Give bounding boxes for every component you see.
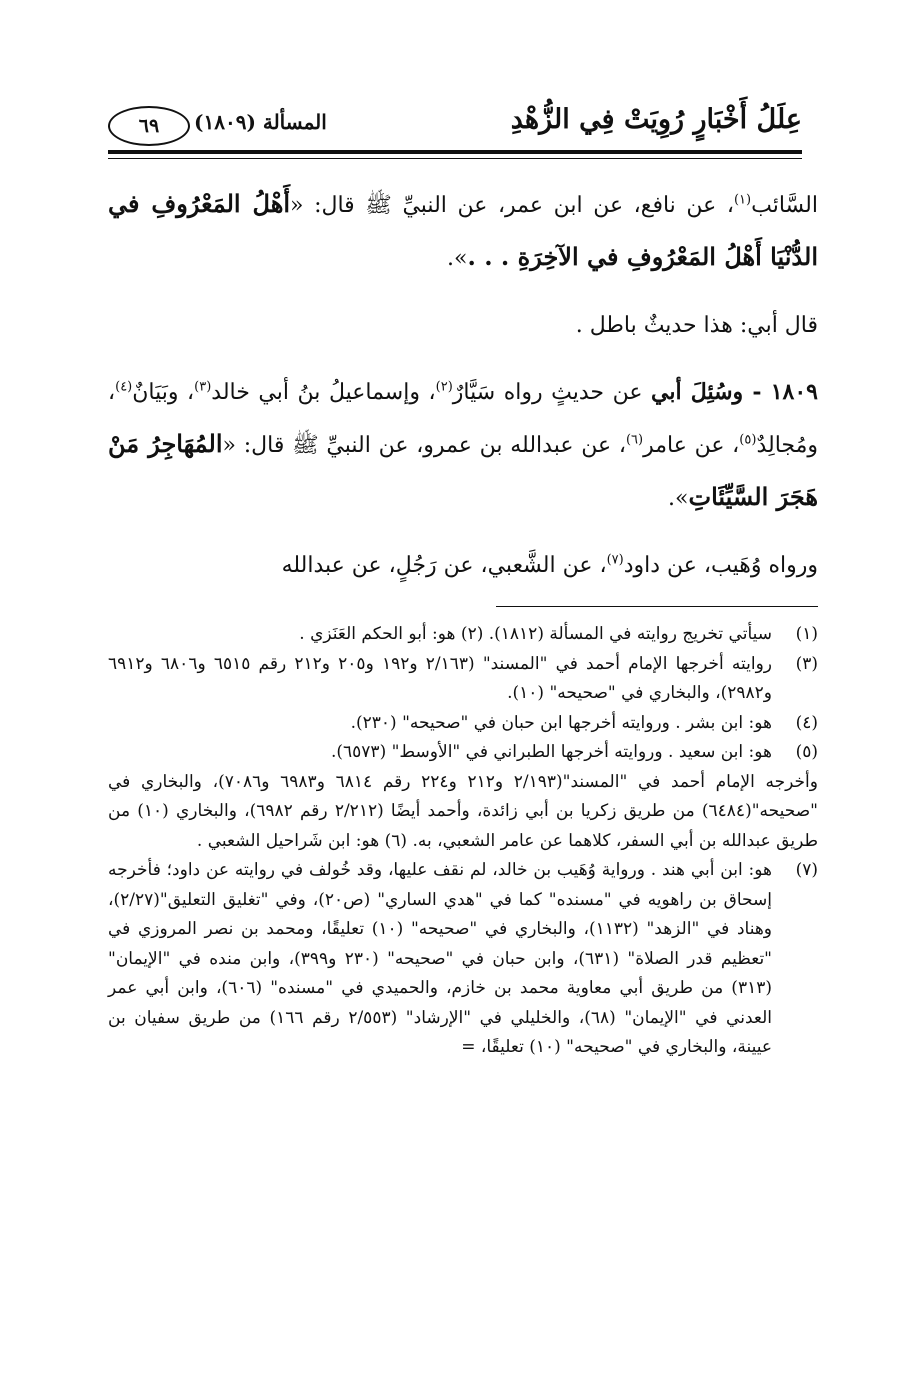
footnote-text: هو: ابن بشر . وروايته أخرجها ابن حبان في "صحيحه" (٢٣٠). (350, 712, 772, 733)
footnote-ref: (٣) (194, 379, 212, 395)
footnote-ref: (٦) (625, 432, 644, 448)
text-run: ، ومُجالِدٌ (108, 380, 819, 458)
footnote-ref: (٢) (435, 379, 453, 395)
footnote-number: (٥) (795, 742, 818, 762)
book-title: عِلَلُ أَخْبَارٍ رُوِيَتْ فِي الزُّهْدِ (510, 104, 802, 135)
issue-label: المسألة (١٨٠٩) (194, 110, 327, 134)
footnote-number: (١) (795, 624, 818, 644)
footnotes (108, 620, 818, 1063)
text-run: ». (668, 486, 689, 511)
footnote (108, 650, 818, 709)
text-run: ». (447, 246, 468, 271)
footnote (108, 738, 818, 768)
footnote-text: هو: ابن سعيد . وروايته أخرجها الطبراني في "الأوسط" (٦٥٧٣). (330, 742, 772, 762)
text-run: ، عن عبدالله بن عمرو، عن النبيِّ ﷺ قال: « (222, 433, 626, 458)
footnote-number: (٧) (795, 860, 818, 880)
footnote-number: (٤) (795, 712, 818, 733)
footnote-text: هو: ابن أبي هند . ورواية وُهَيب بن خالد، لم نقف عليها، وقد خُولف في روايته عن داود؛ فأخرجه إسحاق بن راهويه في "مسنده" كما في "هدي الساري" (ص٢٠)، وفي "تغليق التعليق"(٢/٢٧)، وهناد في "الزهد" (١١٣٢)، والبخاري في "صحيحه" (١٠) تعليقًا، ومحمد بن نصر المروزي في "تعظيم قدر الصلاة" (٦٣١)، وابن حبان في "صحيحه" (٢٣٠ و٣٩٩)، وابن منده في "الإيمان" (٣١٣) من طريق أبي معاوية محمد بن خازم، والحميدي في "مسنده" (٦٠٦)، وابن أبي عمر العدني في "الإيمان" (٦٨)، والخليلي في "الإرشاد" (٢/٥٥٣ رقم ١٦٦) من طريق سفيان بن عيينة، والبخاري في "صحيحه" (١٠) تعليقًا، = (108, 860, 773, 1057)
footnote-ref: (٧) (606, 552, 624, 568)
main-text (108, 178, 818, 607)
footnote-text: وأخرجه الإمام أحمد في "المسند"(٢/١٩٣ و٢١٢ و٢٢٤ رقم ٦٨١٤ و٦٩٨٣ و٧٠٨٦)، والبخاري في "صحيحه"(٦٤٨٤) من طريق زكريا بن أبي زائدة، وأحمد أيضًا (٢/٢١٢ رقم ٦٩٨٢)، والبخاري (١٠) من طريق عبدالله بن أبي السفر، كلاهما عن عامر الشعبي، به. (٦) هو: ابن شَراحيل الشعبي . (108, 771, 818, 851)
page-number-badge: ٦٩ (108, 106, 190, 146)
footnote-text: روايته أخرجها الإمام أحمد في "المسند" (٢/١٦٣ و١٩٢ و٢٠٥ و٢١٢ رقم ٦٥١٥ و٦٨٠٦ و٦٩١٢ و٢٩٨٢)، والبخاري في "صحيحه" (١٠). (108, 653, 773, 703)
footnote-text: سيأتي تخريج روايته في المسألة (١٨١٢). (٢) هو: أبو الحكم العَنَزي . (299, 624, 772, 644)
footnote-ref: (١) (733, 192, 752, 208)
footnote (108, 856, 818, 1063)
paragraph-4 (108, 540, 818, 591)
footnote-number: (٣) (795, 653, 818, 674)
footnote-ref: (٥) (739, 432, 757, 448)
footnote-continuation (108, 768, 818, 857)
hadith-text: أَهْلُ المَعْرُوفِ في الدُّنْيَا أَهْلُ المَعْرُوفِ في الآخِرَةِ . . . (108, 189, 818, 271)
text-run: ، عن الشَّعبي، عن رَجُلٍ، عن عبدالله (281, 553, 607, 578)
footnote (108, 620, 818, 650)
text-run: ، عن نافع، عن ابن عمر، عن النبيِّ ﷺ قال: « (290, 193, 734, 218)
text-run: ورواه وُهَيب، عن داود (623, 553, 818, 578)
text-run: ، عن عامر (643, 433, 740, 458)
footnote-ref: (٤) (115, 379, 133, 395)
footnote-separator (496, 606, 818, 607)
text-run: ، وإسماعيلُ بنُ أبي خالد (211, 380, 436, 405)
text-run: عن حديثٍ رواه سَيَّارٌ (452, 380, 652, 405)
issue-number: ١٨٠٩ - وسُئِلَ أبي (651, 379, 818, 405)
header-rule-thin (108, 158, 802, 159)
hadith-text: المُهَاجِرُ مَنْ هَجَرَ السَّيِّئَاتِ (108, 429, 818, 511)
running-header (108, 98, 802, 150)
paragraph-1 (108, 178, 818, 284)
paragraph-2: قال أبي: هذا حديثٌ باطل . (575, 313, 818, 338)
text-run: السَّائب (751, 193, 818, 218)
header-rule-thick (108, 150, 802, 154)
text-run: ، وبَيَانٌ (132, 380, 195, 405)
paragraph-3 (108, 367, 818, 524)
footnote (108, 709, 818, 739)
